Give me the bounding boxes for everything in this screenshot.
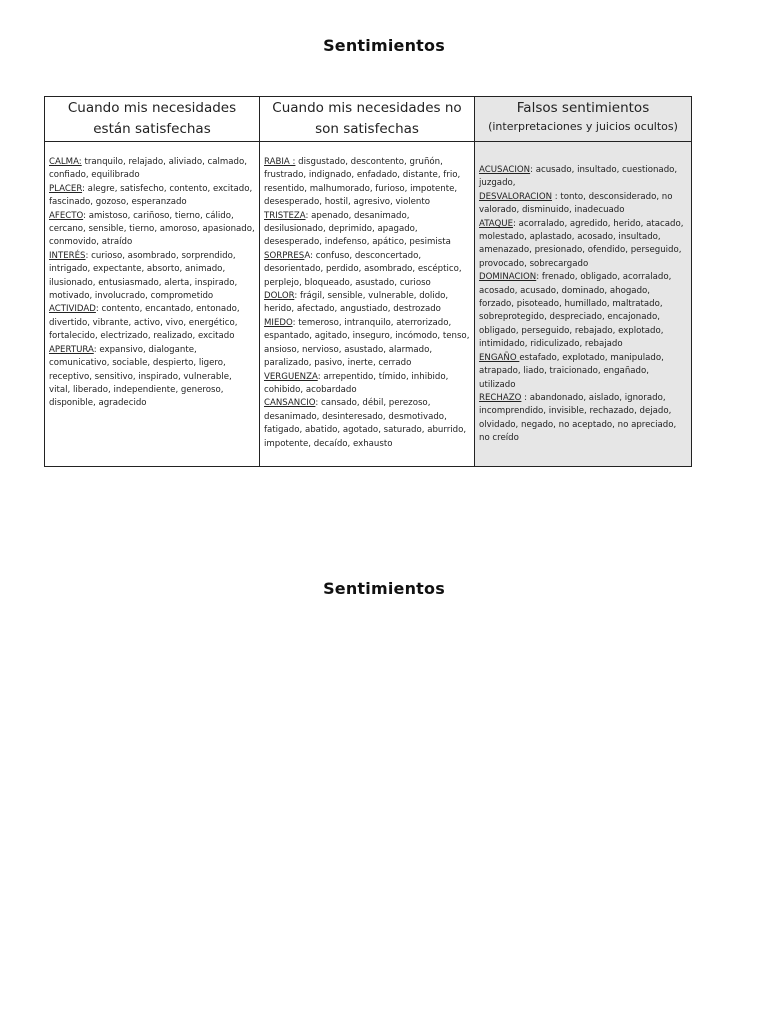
category-words: : frágil, sensible, vulnerable, dolido, herido, afectado, angustiado, destrozado xyxy=(264,291,449,315)
header-text: Cuando mis necesidades están satisfechas xyxy=(67,100,237,137)
category-words: : curioso, asombrado, sorprendido, intrigado, expectante, absorto, animado, ilusionado, entusiasmado, alerta, inspirado, motivado, involucrado, comprometido xyxy=(49,250,238,302)
category-words: : temeroso, intranquilo, aterrorizado, espantado, agitado, inseguro, incómodo, tenso, ansioso, nervioso, asustado, alarmado, paralizado, pasivo, inerte, cerrado xyxy=(264,317,470,369)
category-words: : frenado, obligado, acorralado, acosado, acusado, dominado, ahogado, forzado, pisoteado, humillado, maltratado, sobreprotegido, despreciado, encajonado, obligado, perseguido, rebajado, explotado, intimidado, ridiculizado, rebajado xyxy=(479,272,672,350)
category-term: ENGAÑO xyxy=(479,352,520,363)
table-header-row xyxy=(45,97,692,142)
needs-met-cell xyxy=(45,142,260,467)
feeling-category xyxy=(264,290,470,317)
feeling-category xyxy=(49,303,255,343)
header-subtext: (interpretaciones y juicios ocultos) xyxy=(488,120,678,133)
category-term: RABIA : xyxy=(264,157,296,167)
category-term: DOMINACION xyxy=(479,272,537,283)
category-term: DOLOR xyxy=(264,291,295,302)
category-term: PLACER xyxy=(49,183,83,194)
category-term: VERGUENZA xyxy=(264,371,318,382)
page-title: Sentimientos xyxy=(323,36,445,55)
category-words: : contento, encantado, entonado, divertido, vibrante, activo, vivo, energético, fortalecido, electrizado, realizado, excitado xyxy=(49,304,240,342)
feeling-category xyxy=(49,210,255,250)
category-words: : acorralado, agredido, herido, atacado, molestado, aplastado, acosado, insultado, amenazado, presionado, ofendido, perseguido, provocado, sobrecargado xyxy=(479,218,684,269)
category-term: RECHAZO xyxy=(479,392,522,403)
category-words: : arrepentido, tímido, inhibido, cohibido, acobardado xyxy=(264,371,449,395)
category-term: DESVALORACION xyxy=(479,191,553,202)
category-words: : expansivo, dialogante, comunicativo, sociable, despierto, ligero, receptivo, sensitivo, inspirado, vulnerable, vital, liberado, independiente, generoso, disponible, agradecido xyxy=(49,344,232,409)
category-term: CALMA: xyxy=(49,157,82,167)
category-term: MIEDO xyxy=(264,317,293,328)
feelings-table xyxy=(44,96,692,467)
category-term: ACTIVIDAD xyxy=(49,304,96,315)
header-text: Cuando mis necesidades no son satisfechas xyxy=(272,100,462,137)
table-body-row xyxy=(45,142,692,467)
feeling-category xyxy=(479,218,687,272)
feeling-category xyxy=(264,250,470,290)
feeling-category xyxy=(479,352,687,392)
feeling-category xyxy=(479,191,687,218)
feeling-category xyxy=(479,164,687,191)
category-term: INTERÉS xyxy=(49,250,86,261)
header-false-feelings xyxy=(475,97,692,142)
category-words: tranquilo, relajado, aliviado, calmado, confiado, equilibrado xyxy=(49,157,247,181)
category-term: SORPRES xyxy=(264,250,305,261)
second-page-title: Sentimientos xyxy=(323,579,445,598)
feeling-category xyxy=(264,156,470,210)
header-needs-met xyxy=(45,97,260,142)
category-words: : apenado, desanimado, desilusionado, deprimido, apagado, desesperado, indefenso, apático, pesimista xyxy=(264,210,451,248)
feeling-category xyxy=(264,317,470,371)
feeling-category xyxy=(49,156,255,183)
feeling-category xyxy=(264,210,470,250)
false-feelings-cell xyxy=(475,142,692,467)
feeling-category xyxy=(49,250,255,304)
category-words: : alegre, satisfecho, contento, excitado, fascinado, gozoso, esperanzado xyxy=(49,183,253,208)
category-term: ATAQUE xyxy=(479,218,514,229)
feeling-category xyxy=(479,392,687,446)
category-words: A: confuso, desconcertado, desorientado, perdido, asombrado, escéptico, perplejo, bloqueado, asustado, curioso xyxy=(264,250,462,288)
category-words: : amistoso, cariñoso, tierno, cálido, cercano, sensible, tierno, amoroso, apasionado, conmovido, atraído xyxy=(49,210,255,248)
header-needs-unmet xyxy=(260,97,475,142)
category-words: : tonto, desconsiderado, no valorado, disminuido, inadecuado xyxy=(479,191,673,216)
feeling-category xyxy=(49,183,255,210)
header-text: Falsos sentimientos xyxy=(516,100,650,116)
category-words: disgustado, descontento, gruñón, frustrado, indignado, enfadado, distante, frio, resentido, malhumorado, furioso, impotente, desesperado, hostil, agresivo, violento xyxy=(264,157,461,208)
category-term: TRISTEZA xyxy=(264,210,306,221)
feeling-category xyxy=(49,344,255,411)
category-words: estafado, explotado, manipulado, atrapado, liado, traicionado, engañado, utilizado xyxy=(479,352,664,390)
needs-unmet-cell xyxy=(260,142,475,467)
category-words: : abandonado, aislado, ignorado, incomprendido, invisible, rechazado, dejado, olvidado, negado, no aceptado, no apreciado, no creído xyxy=(479,392,677,444)
category-term: CANSANCIO xyxy=(264,398,316,409)
category-term: ACUSACION xyxy=(479,165,531,175)
feeling-category xyxy=(264,397,470,451)
feeling-category xyxy=(264,371,470,398)
category-term: APERTURA xyxy=(49,344,94,355)
feeling-category xyxy=(479,271,687,351)
category-words: : cansado, débil, perezoso, desanimado, desinteresado, desmotivado, fatigado, abatido, agotado, saturado, aburrido, impotente, decaído, exhausto xyxy=(264,398,467,449)
category-term: AFECTO xyxy=(49,210,84,221)
category-words: : acusado, insultado, cuestionado, juzgado, xyxy=(479,165,678,189)
